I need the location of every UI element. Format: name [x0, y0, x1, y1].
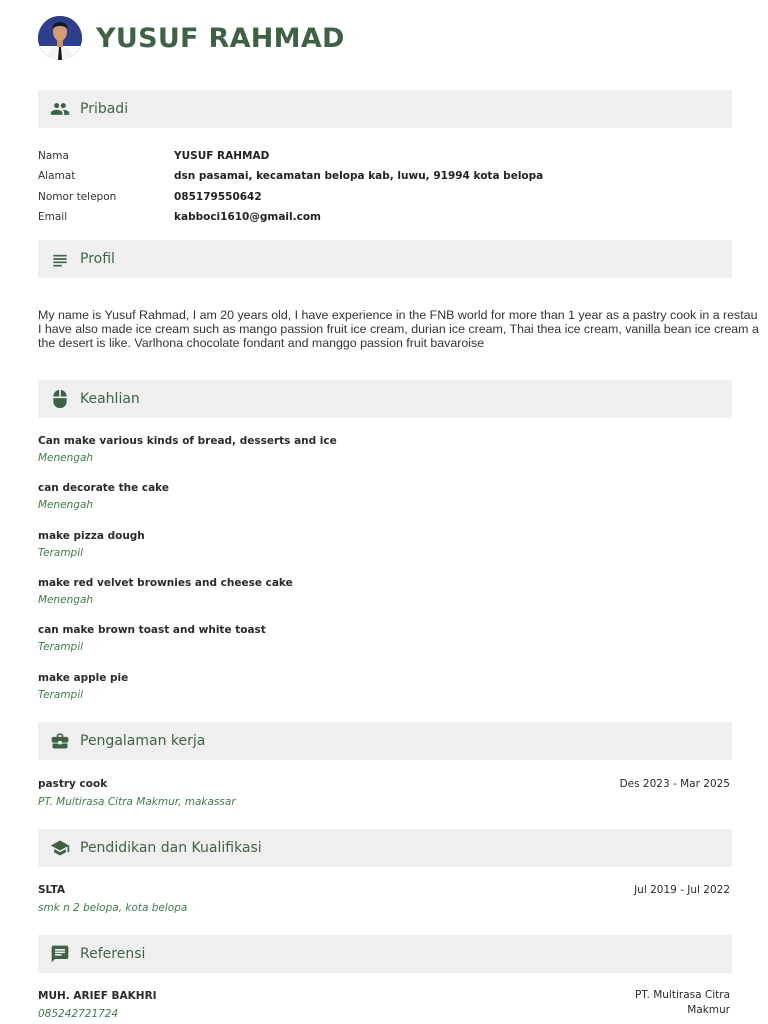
section-title-pengalaman: Pengalaman kerja: [80, 733, 206, 749]
skill-item: [38, 528, 732, 562]
job-dates: Des 2023 - Mar 2025: [619, 778, 730, 790]
skill-level: Menengah: [38, 594, 94, 606]
lines-icon: [50, 249, 70, 269]
skill-level: Menengah: [38, 452, 94, 464]
section-title-referensi: Referensi: [80, 946, 146, 962]
reference-name: MUH. ARIEF BAKHRI: [38, 990, 157, 1002]
info-value: YUSUF RAHMAD: [174, 150, 270, 163]
info-value: dsn pasamai, kecamatan belopa kab, luwu, 91994 kota belopa: [174, 170, 544, 183]
info-row-telepon: [38, 187, 732, 207]
job-title: pastry cook: [38, 778, 108, 790]
info-value: kabboci1610@gmail.com: [174, 211, 321, 224]
skill-item: [38, 622, 732, 656]
skill-name: can make brown toast and white toast: [38, 624, 266, 636]
graduation-cap-icon: [50, 838, 70, 858]
skill-level: Menengah: [38, 499, 94, 511]
job-company: PT. Multirasa Citra Makmur, makassar: [38, 796, 236, 808]
section-bar-pengalaman: [38, 722, 732, 760]
skill-name: make apple pie: [38, 672, 129, 684]
person-photo-icon: [38, 16, 82, 60]
chat-icon: [50, 944, 70, 964]
section-title-profil: Profil: [80, 251, 115, 267]
skill-name: can decorate the cake: [38, 482, 169, 494]
info-row-nama: [38, 146, 732, 166]
section-bar-pendidikan: [38, 829, 732, 867]
profile-line: My name is Yusuf Rahmad, I am 20 years old, I have experience in the FNB world for more than 1 year as a pastry cook in a restau: [38, 308, 758, 322]
briefcase-icon: [50, 731, 70, 751]
info-label: Email: [38, 211, 68, 224]
cv-name-title: YUSUF RAHMAD: [96, 22, 345, 54]
info-row-alamat: [38, 166, 732, 186]
info-row-email: [38, 207, 732, 227]
people-icon: [50, 99, 70, 119]
education-title: SLTA: [38, 884, 65, 896]
info-label: Nama: [38, 150, 69, 163]
info-label: Alamat: [38, 170, 76, 183]
skill-item: [38, 575, 732, 609]
profile-text: [38, 308, 768, 350]
section-title-keahlian: Keahlian: [80, 391, 140, 407]
skill-item: [38, 670, 732, 704]
reference-entry: [38, 988, 732, 1024]
section-bar-referensi: [38, 935, 732, 973]
profile-photo: [38, 16, 82, 60]
skill-item: [38, 480, 732, 514]
reference-phone: 085242721724: [38, 1008, 119, 1020]
education-entry: [38, 882, 732, 918]
info-label: Nomor telepon: [38, 190, 117, 203]
section-title-pribadi: Pribadi: [80, 101, 129, 117]
education-dates: Jul 2019 - Jul 2022: [634, 884, 730, 896]
section-bar-keahlian: [38, 380, 732, 418]
section-bar-profil: [38, 240, 732, 278]
reference-company: PT. Multirasa Citra Makmur: [635, 989, 730, 1016]
info-value: 085179550642: [174, 190, 262, 203]
skill-level: Terampil: [38, 547, 84, 559]
skill-name: make red velvet brownies and cheese cake: [38, 577, 293, 589]
cv-header: [38, 16, 345, 60]
education-school: smk n 2 belopa, kota belopa: [38, 902, 188, 914]
profile-line: the desert is like. Varlhona chocolate fondant and manggo passion fruit bavaroise: [38, 336, 485, 350]
experience-entry: [38, 776, 732, 812]
skill-name: make pizza dough: [38, 530, 145, 542]
skill-name: Can make various kinds of bread, desserts and ice: [38, 435, 337, 447]
mouse-icon: [50, 389, 70, 409]
section-title-pendidikan: Pendidikan dan Kualifikasi: [80, 840, 262, 856]
profile-line: I have also made ice cream such as mango passion fruit ice cream, durian ice cream, Thai thea ice cream, vanilla bean ice cream a: [38, 322, 759, 336]
skill-level: Terampil: [38, 641, 84, 653]
skill-level: Terampil: [38, 689, 84, 701]
skill-item: [38, 433, 732, 467]
section-bar-pribadi: [38, 90, 732, 128]
personal-info: [38, 146, 732, 227]
